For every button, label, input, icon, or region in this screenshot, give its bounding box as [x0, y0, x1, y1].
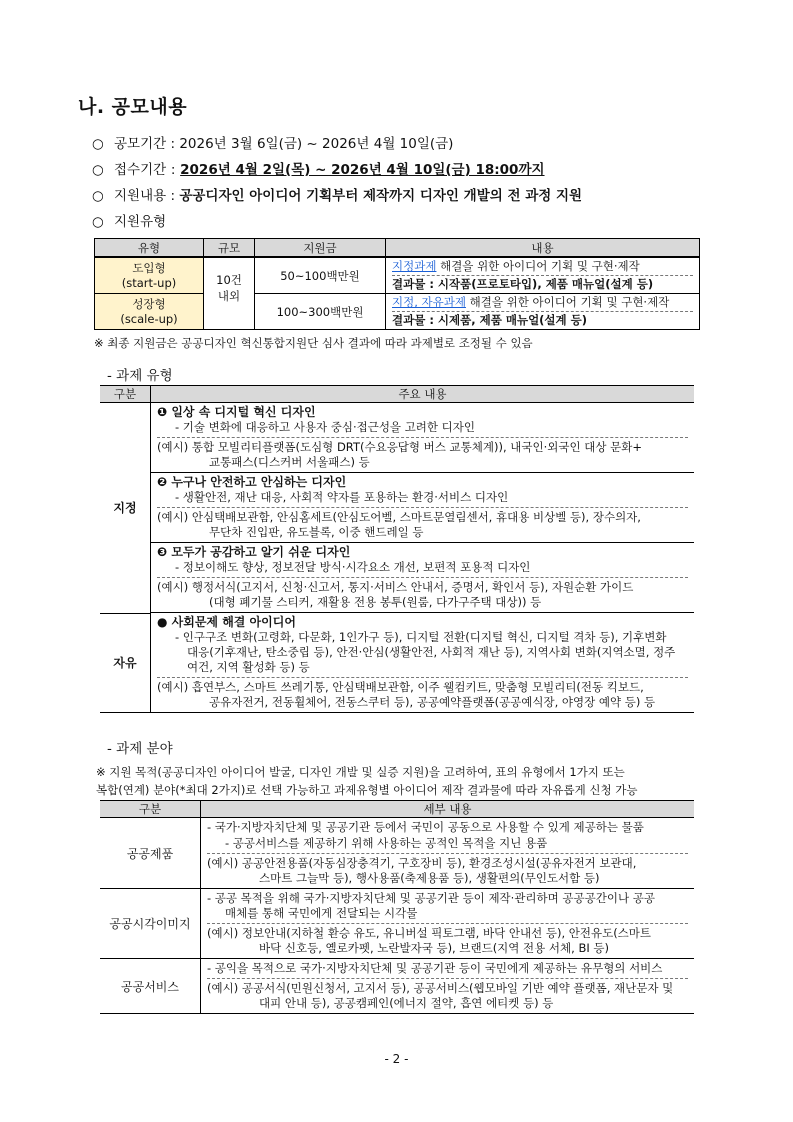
- page-number: - 2 -: [384, 1052, 409, 1066]
- circle-bullet-icon: ○: [92, 188, 104, 204]
- task-field-note: ※ 지원 목적(공공디자인 아이디어 발굴, 디자인 개발 및 실증 지원)을 고려하여, 표의 유형에서 1가지 또는 복합(연계) 분야(*최대 2가지)로 선택 가능하고 과제유형별 아이디어 제작 결과물에 따라 자유롭게 신청 가능: [96, 765, 638, 797]
- bullet-receipt: ○ 접수기간 : 2026년 4월 2일(목) ~ 2026년 4월 10일(금) 18:00까지: [92, 162, 545, 178]
- col-division: 구분: [100, 801, 201, 818]
- field-label: 공공제품: [100, 818, 201, 889]
- block-social: ● 사회문제 해결 아이디어 - 인구구조 변화(고령화, 다문화, 1인가구 등), 디지털 전환(디지털 혁신, 디지털 격차 등), 기후변화 대응(기후재난, 탄소중립 등), 안전·안심(생활안전, 사회적 재난 등), 지역사회 변화(지역소멸, 정주 여건, 지역 활성화 등) 등 (예시) 흡연부스, 스마트 쓰레기통, 안심택배보관함, 이주 웰컴키트, 맞춤형 모빌리티(전동 킥보드, 공유자전거, 전동휠체어, 전동스쿠터 등), 공공예약플랫폼(공공예식장, 야영장 예약 등) 등: [151, 613, 694, 712]
- amount-cell: 50~100백만원: [255, 257, 386, 294]
- designated-task-link[interactable]: 지정과제: [392, 259, 437, 273]
- task-type-title: - 과제 유형: [107, 368, 173, 384]
- designated-content: [151, 403, 695, 614]
- col-content: 내용: [386, 239, 700, 258]
- col-type: 유형: [95, 239, 204, 258]
- type-name-cell: 도입형 (start-up): [95, 257, 204, 294]
- block-safety: ❷ 누구나 안전하고 안심하는 디자인 - 생활안전, 재난 대응, 사회적 약자를 포용하는 환경·서비스 디자인 (예시) 안심택배보관함, 안심홈세트(안심도어벨, 스마트문열림센서, 휴대용 비상벨 등), 장수의자, 무단차 진입판, 유도블록, 이중 핸드레일 등: [151, 473, 694, 543]
- col-detail: 세부 내용: [201, 801, 695, 818]
- type-name-cell: 성장형 (scale-up): [95, 294, 204, 330]
- free-label: 자유: [100, 613, 151, 713]
- field-label: 공공시각이미지: [100, 889, 201, 959]
- col-amount: 지원금: [255, 239, 386, 258]
- field-content: - 공공 목적을 위해 국가·지방자치단체 및 공공기관 등이 제작·관리하며 공공공간이나 공공 매체를 통해 국민에게 전달되는 시각물 (예시) 정보안내(지하철 환승 유도, 유니버설 픽토그램, 바닥 안내선 등), 안전유도(스마트 바닥 신호등, 옐로카펫, 노란발자국 등), 브랜드(지역 전용 서체, BI 등): [201, 889, 695, 959]
- designated-free-task-link[interactable]: 지정, 자유과제: [392, 295, 466, 309]
- bullet-type: ○ 지원유형: [92, 214, 167, 230]
- circle-bullet-icon: ○: [92, 162, 104, 178]
- col-division: 구분: [100, 386, 151, 403]
- task-type-table: [100, 385, 694, 713]
- bullet-support: ○ 지원내용 : 공공디자인 아이디어 기획부터 제작까지 디자인 개발의 전 과정 지원: [92, 188, 583, 204]
- section-heading: 나. 공모내용: [78, 96, 188, 118]
- task-field-table: [100, 800, 694, 1014]
- block-empathy: ❸ 모두가 공감하고 알기 쉬운 디자인 - 정보이해도 향상, 정보전달 방식·시각요소 개선, 보편적 포용적 디자인 (예시) 행정서식(고지서, 신청·신고서, 통지·서비스 안내서, 증명서, 확인서 등), 자원순환 가이드 (대형 폐기물 스티커, 재활용 전용 봉투(원룸, 다가구주택 대상)) 등: [151, 543, 694, 613]
- content-cell: 지정과제 해결을 위한 아이디어 기획 및 구현·제작 결과물 : 시작품(프로토타입), 제품 매뉴얼(설계 등): [386, 257, 700, 294]
- field-label: 공공서비스: [100, 959, 201, 1014]
- scale-cell: 10건 내외: [204, 257, 255, 330]
- content-cell: 지정, 자유과제 해결을 위한 아이디어 기획 및 구현·제작 결과물 : 시제품, 제품 매뉴얼(설계 등): [386, 294, 700, 330]
- field-content: - 공익을 목적으로 국가·지방자치단체 및 공공기관 등이 국민에게 제공하는 유무형의 서비스 (예시) 공공서식(민원신청서, 고지서 등), 공공서비스(웹모바일 기반 예약 플랫폼, 재난문자 및 대피 안내 등), 공공캠페인(에너지 절약, 흡연 에티켓 등) 등: [201, 959, 695, 1014]
- field-content: - 국가·지방자치단체 및 공공기관 등에서 국민이 공동으로 사용할 수 있게 제공하는 물품 - 공공서비스를 제공하기 위해 사용하는 공적인 목적을 지닌 용품 (예시) 공공안전용품(자동심장충격기, 구호장비 등), 환경조성시설(공유자전거 보관대, 스마트 그늘막 등), 행사용품(축제용품 등), 생활편의(무인도서함 등): [201, 818, 695, 889]
- support-note: ※ 최종 지원금은 공공디자인 혁신통합지원단 심사 결과에 따라 과제별로 조정될 수 있음: [94, 336, 533, 350]
- circle-bullet-icon: ○: [92, 214, 104, 230]
- free-content: [151, 613, 695, 713]
- col-scale: 규모: [204, 239, 255, 258]
- amount-cell: 100~300백만원: [255, 294, 386, 330]
- bullet-period: ○ 공모기간 : 2026년 3월 6일(금) ~ 2026년 4월 10일(금): [92, 136, 454, 152]
- circle-bullet-icon: ○: [92, 136, 104, 152]
- block-digital: ❶ 일상 속 디지털 혁신 디자인 - 기술 변화에 대응하고 사용자 중심·접근성을 고려한 디자인 (예시) 통합 모빌리티플랫폼(도심형 DRT(수요응답형 버스 교통체계)), 내국인·외국인 대상 문화+ 교통패스(디스커버 서울패스) 등: [151, 403, 694, 473]
- support-type-table: [94, 238, 700, 330]
- col-main: 주요 내용: [151, 386, 695, 403]
- task-field-title: - 과제 분야: [107, 741, 173, 757]
- designated-label: 지정: [100, 403, 151, 614]
